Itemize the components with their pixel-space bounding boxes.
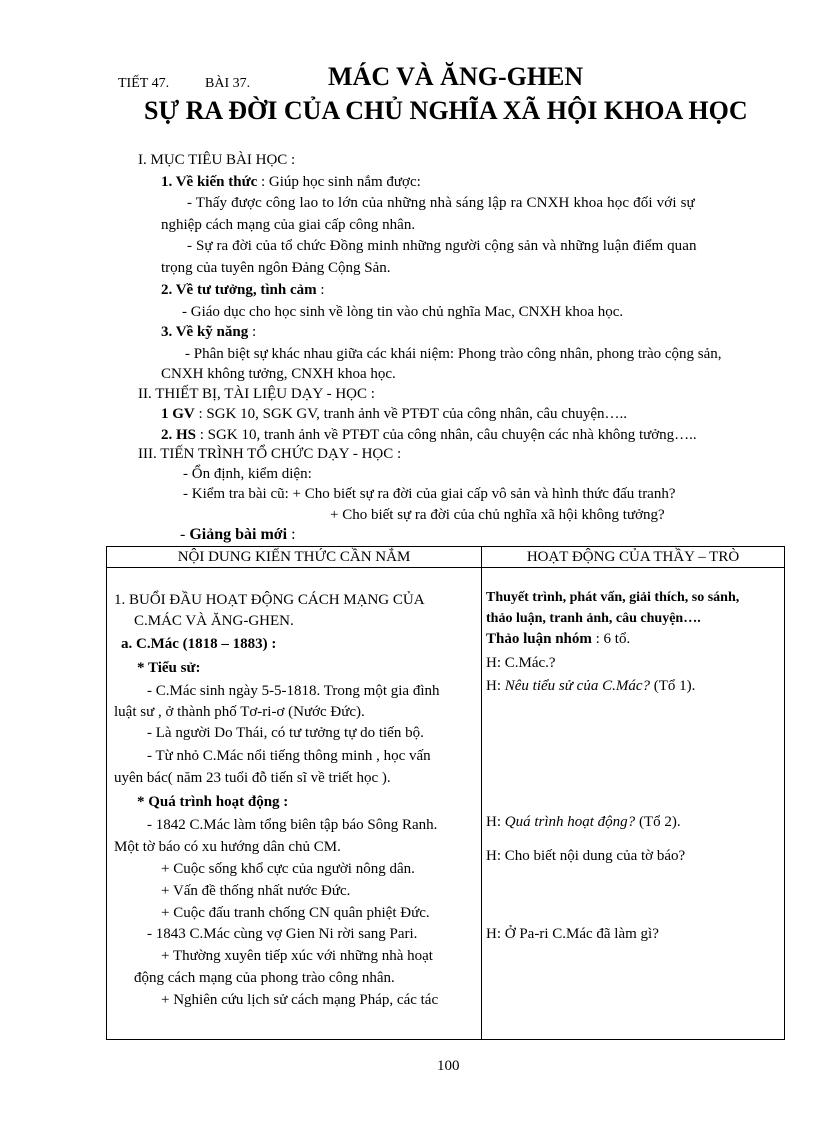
page-title: MÁC VÀ ĂNG-GHEN [328, 62, 584, 91]
skill-item-1b: CNXH không tưởng, CNXH khoa học. [161, 366, 396, 382]
activity-sub-1: + Cuộc sống khổ cực của người nông dân. [161, 861, 415, 877]
knowledge-label: 1. Về kiến thức [161, 174, 258, 190]
new-lesson-line [180, 526, 296, 544]
activity-sub-5: + Nghiên cứu lịch sử cách mạng Pháp, các tác [161, 992, 439, 1008]
activity-item-1b: Một tờ báo có xu hướng dân chủ CM. [114, 839, 341, 855]
question-3-prefix: H: [486, 814, 505, 830]
bio-heading: * Tiểu sử: [137, 660, 201, 676]
new-lesson-text: : [287, 526, 296, 543]
activity-sub-4a: + Thường xuyên tiếp xúc với những nhà hoạt [161, 948, 433, 964]
hs-label: 2. HS [161, 427, 197, 443]
question-2-group: (Tổ 1). [650, 678, 696, 694]
group-discussion-line [486, 631, 630, 648]
knowledge-text: : Giúp học sinh nắm được: [257, 174, 421, 190]
bio-item-2: - Là người Do Thái, có tư tưởng tự do tiến bộ. [147, 725, 424, 741]
knowledge-item-2b: trọng của tuyên ngôn Đảng Cộng Sản. [161, 260, 391, 276]
bio-item-1b: luật sư , ở thành phố Tơ-ri-ơ (Nước Đức). [114, 704, 365, 720]
activity-item-2: - 1843 C.Mác cùng vợ Gien Ni rời sang Pari. [147, 926, 418, 942]
question-3-group: (Tổ 2). [635, 814, 681, 830]
hs-line [161, 427, 697, 444]
page-number: 100 [437, 1058, 460, 1074]
gv-line [161, 406, 627, 423]
lesson-bai: BÀI 37. [205, 76, 251, 91]
activity-sub-3: + Cuộc đấu tranh chống CN quân phiệt Đức. [161, 905, 430, 921]
hs-text: : SGK 10, tranh ảnh về PTĐT của công nhân, câu chuyện các nhà không tưởng….. [196, 427, 697, 443]
skill-label: 3. Về kỹ năng [161, 324, 249, 340]
method-line-b: thảo luận, tranh ảnh, câu chuyện…. [486, 611, 701, 626]
method-line-a: Thuyết trình, phát vấn, giải thích, so sánh, [486, 590, 740, 605]
skill-text: : [248, 324, 257, 340]
activity-sub-4b: động cách mạng của phong trào công nhân. [134, 970, 395, 986]
content-subheading-a: a. C.Mác (1818 – 1883) : [121, 636, 277, 652]
knowledge-item-1a: - Thấy được công lao to lớn của những nhà sáng lập ra CNXH khoa học đối với sự [187, 195, 695, 211]
bio-item-1a: - C.Mác sinh ngày 5-5-1818. Trong một gia đình [147, 683, 440, 699]
table-header-content: NỘI DUNG KIẾN THỨC CẦN NẮM [107, 547, 482, 568]
procedure-item-1: - Ổn định, kiểm diện: [183, 466, 312, 482]
thought-text: : [316, 282, 325, 298]
content-cell [107, 568, 482, 1040]
knowledge-line [161, 174, 421, 191]
skill-line [161, 324, 256, 341]
activity-heading: * Quá trình hoạt động : [137, 794, 289, 810]
section-1-heading: I. MỤC TIÊU BÀI HỌC : [138, 152, 296, 168]
procedure-item-3: + Cho biết sự ra đời của chủ nghĩa xã hội không tưởng? [330, 507, 665, 523]
gv-text: : SGK 10, SGK GV, tranh ảnh về PTĐT của công nhân, câu chuyện….. [194, 406, 628, 422]
question-2-prefix: H: [486, 678, 505, 694]
procedure-item-2: - Kiểm tra bài cũ: + Cho biết sự ra đời của giai cấp vô sản và hình thức đấu tranh? [183, 486, 676, 502]
content-heading-1a: 1. BUỔI ĐẦU HOẠT ĐỘNG CÁCH MẠNG CỦA [114, 592, 425, 608]
activity-item-1a: - 1842 C.Mác làm tổng biên tập báo Sông Ranh. [147, 817, 438, 833]
content-heading-1b: C.MÁC VÀ ĂNG-GHEN. [134, 613, 294, 629]
page-subtitle: SỰ RA ĐỜI CỦA CHỦ NGHĨA XÃ HỘI KHOA HỌC [144, 96, 748, 125]
knowledge-item-2a: - Sự ra đời của tổ chức Đồng minh những người cộng sản và những luận điểm quan [187, 238, 697, 254]
activity-sub-2: + Vấn đề thống nhất nước Đức. [161, 883, 351, 899]
section-2-heading: II. THIẾT BỊ, TÀI LIỆU DẠY - HỌC : [138, 386, 375, 402]
group-discussion-label: Thảo luận nhóm [486, 631, 592, 647]
table-header-activity: HOẠT ĐỘNG CỦA THẦY – TRÒ [482, 547, 785, 568]
new-lesson-label: Giảng bài mới [189, 526, 288, 543]
lesson-table [106, 546, 785, 1040]
question-1: H: C.Mác.? [486, 655, 556, 671]
question-4: H: Cho biết nội dung của tờ báo? [486, 848, 686, 864]
thought-line [161, 282, 325, 299]
new-lesson-dash: - [180, 526, 190, 543]
section-3-heading: III. TIẾN TRÌNH TỔ CHỨC DẠY - HỌC : [138, 446, 402, 462]
question-2-text: Nêu tiểu sử của C.Mác? [504, 678, 650, 694]
lesson-number: TIẾT 47. [118, 76, 170, 91]
question-3 [486, 814, 681, 831]
bio-item-3b: uyên bác( năm 23 tuổi đỗ tiến sĩ về triết học ). [114, 770, 391, 786]
thought-item-1: - Giáo dục cho học sinh về lòng tin vào chủ nghĩa Mac, CNXH khoa học. [182, 304, 624, 320]
group-discussion-text: : 6 tổ. [591, 631, 631, 647]
bio-item-3a: - Từ nhỏ C.Mác nổi tiếng thông minh , học vấn [147, 748, 431, 764]
skill-item-1a: - Phân biệt sự khác nhau giữa các khái niệm: Phong trào công nhân, phong trào cộng sản, [185, 346, 722, 362]
gv-label: 1 GV [161, 406, 195, 422]
question-5: H: Ở Pa-ri C.Mác đã làm gì? [486, 926, 659, 942]
question-3-text: Quá trình hoạt động? [504, 814, 636, 830]
activity-cell [482, 568, 785, 1040]
question-2 [486, 678, 695, 695]
knowledge-item-1b: nghiệp cách mạng của giai cấp công nhân. [161, 217, 416, 233]
thought-label: 2. Về tư tưởng, tình cảm [161, 282, 317, 298]
